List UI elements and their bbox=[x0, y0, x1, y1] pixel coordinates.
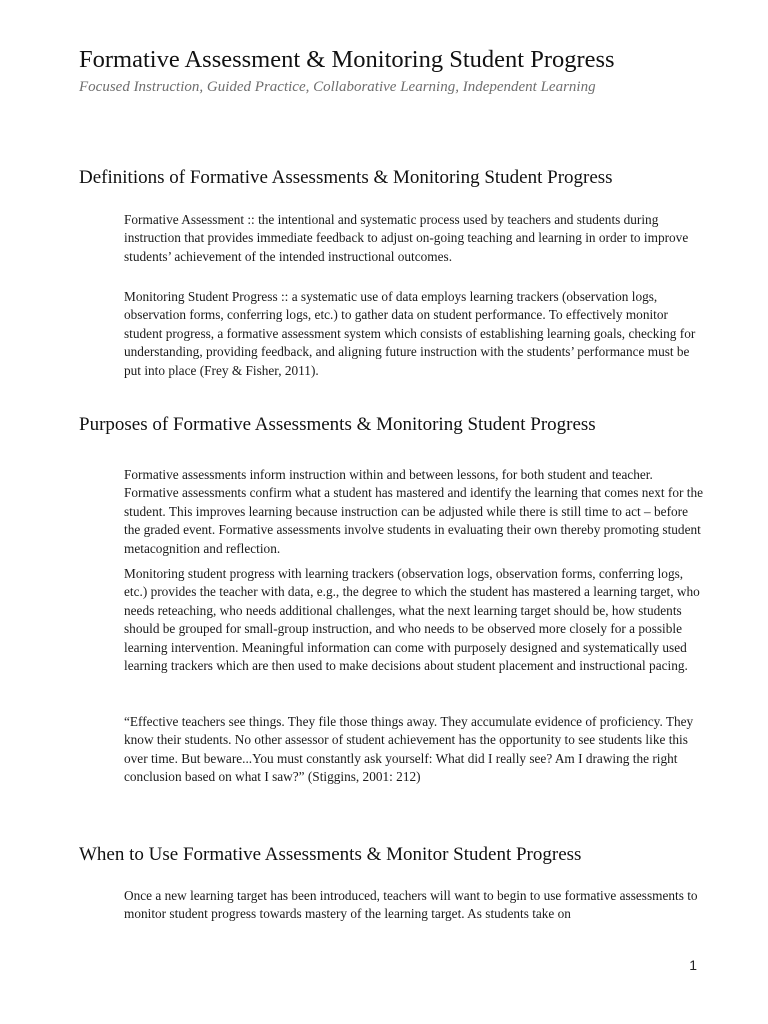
section-heading-when-to-use: When to Use Formative Assessments & Monitor Student Progress bbox=[79, 844, 582, 865]
paragraph-formative-assessment-definition: Formative Assessment :: the intentional and systematic process used by teachers and students during instruction that provides immediate feedback to adjust on-going teaching and learning in order to improve students’ achievement of the intended instructional outcomes. bbox=[124, 212, 689, 264]
paragraph-stiggins-quote: “Effective teachers see things. They file those things away. They accumulate evidence of proficiency. They know their students. No other assessor of student achievement has the opportunity to see students like this over time. But beware...You must constantly ask yourself: What did I really see? Am I drawing the right conclusion based on what I saw?” (Stiggins, 2001: 212) bbox=[124, 714, 694, 785]
paragraph-purposes-formative: Formative assessments inform instruction within and between lessons, for both student and teacher. Formative assessments confirm what a student has mastered and identify the learning that comes next for the student. This improves learning because instruction can be adjusted while there is still time to act – before the graded event. Formative assessments involve students in evaluating their own thereby promoting student metacognition and reflection. bbox=[124, 467, 703, 556]
paragraph-monitoring-progress-definition: Monitoring Student Progress :: a systematic use of data employs learning trackers (observation logs, observation forms, conferring logs, etc.) to gather data on student performance. To effectively monitor student progress, a formative assessment system which consists of establishing learning goals, checking for understanding, providing feedback, and aligning future instruction with the students’ performance must be put into place (Frey & Fisher, 2011). bbox=[124, 289, 696, 378]
section-heading-definitions: Definitions of Formative Assessments & Monitoring Student Progress bbox=[79, 167, 613, 188]
paragraph-purposes-monitoring: Monitoring student progress with learning trackers (observation logs, observation forms, conferring logs, etc.) provides the teacher with data, e.g., the degree to which the student has mastered a learning target, who needs reteaching, who needs additional challenges, what the next learning target should be, how students should be grouped for small-group instruction, and who needs to be observed more closely for a possible learning intervention. Meaningful information can come with purposely designed and systematically used learning trackers which are then used to make decisions about student placement and instructional pacing. bbox=[124, 566, 700, 674]
page-number: 1 bbox=[689, 957, 697, 973]
document-subtitle: Focused Instruction, Guided Practice, Collaborative Learning, Independent Learning bbox=[79, 79, 596, 95]
paragraph-when-to-use: Once a new learning target has been introduced, teachers will want to begin to use formative assessments to monitor student progress towards mastery of the learning target. As students take on bbox=[124, 888, 698, 922]
document-title: Formative Assessment & Monitoring Student Progress bbox=[79, 46, 615, 73]
section-heading-purposes: Purposes of Formative Assessments & Monitoring Student Progress bbox=[79, 414, 596, 435]
